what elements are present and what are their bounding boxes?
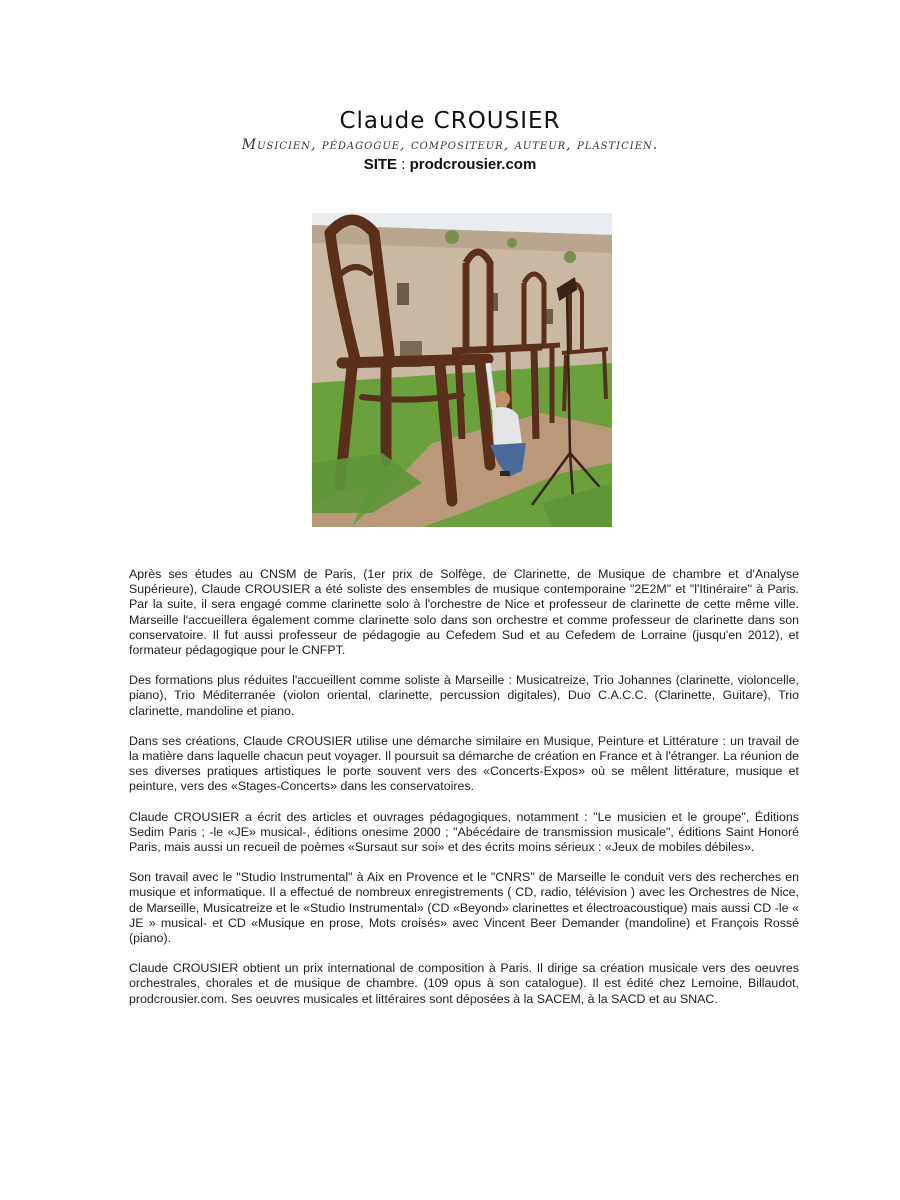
giant-chairs-photo [312, 213, 612, 527]
paragraph-2: Des formations plus réduites l'accueillent comme soliste à Marseille : Musicatreize, Trio Johannes (clarinette, violoncelle, piano), Trio Méditerranée (violon oriental, clarinette, percussion digitales), Duo C.A.C.C. (Clarinette, Guitare), Trio clarinette, mandoline et piano. [129, 673, 799, 718]
paragraph-4: Claude CROUSIER a écrit des articles et ouvrages pédagogiques, notamment : "Le musicien et le groupe", Éditions Sedim Paris ; -le «JE» musical-, éditions onesime 2000 ; "Abécédaire de transmission musicale", éditions Saint Honoré Paris, mais aussi un recueil de poèmes «Sursaut sur soi» et des écrits moins sérieux : «Jeux de mobiles débiles». [129, 809, 799, 855]
subtitle: Musicien, pédagogue, compositeur, auteur, plasticien. [241, 137, 659, 153]
paragraph-1: Après ses études au CNSM de Paris, (1er prix de Solfège, de Clarinette, de Musique de chambre et d'Analyse Supérieure), Claude CROUSIER a été soliste des ensembles de musique contemporaine "2E2M" et "l'Itinéraire" à Paris. Par la suite, il sera engagé comme clarinette solo à l'orchestre de Nice et professeur de clarinette de cette même ville. Marseille l'accueillera également comme clarinette solo dans son orchestre et comme professeur de clarinette dans son conservatoire. Il fut aussi professeur de pédagogie au Cefedem Sud et au Cefedem de Lorraine (jusqu'en 2012), et formateur pédagogique pour le CNFPT. [129, 567, 799, 658]
site-line [0, 156, 900, 173]
site-separator: : [401, 156, 406, 173]
site-label: SITE [363, 156, 398, 173]
paragraph-6: Claude CROUSIER obtient un prix international de composition à Paris. Il dirige sa création musicale vers des oeuvres orchestrales, chorales et de musique de chambre. (109 opus à son catalogue). Il est édité chez Lemoine, Billaudot, prodcrousier.com. Ses oeuvres musicales et littéraires sont déposées à la SACEM, à la SACD et au SNAC. [129, 961, 799, 1006]
page-title: Claude CROUSIER [339, 108, 561, 134]
paragraph-3: Dans ses créations, Claude CROUSIER utilise une démarche similaire en Musique, Peinture et Littérature : un travail de la matière dans laquelle chacun peut voyager. Il poursuit sa démarche de création en France et à l'étranger. La réunion de ses diverses pratiques artistiques le porte souvent vers des «Concerts-Expos» où se mêlent littérature, musique et peinture, vers des «Stages-Concerts» dans les conservatoires. [129, 733, 799, 794]
paragraph-5: Son travail avec le "Studio Instrumental" à Aix en Provence et le "CNRS" de Marseille le conduit vers des recherches en musique et informatique. Il a effectué de nombreux enregistrements ( CD, radio, télévision ) avec les Orchestres de Nice, de Marseille, Musicatreize et le «Studio Instrumental» (CD «Beyond» clarinettes et électroacoustique) mais aussi CD -le « JE » musical- et CD «Musique en prose, Mots croisés» avec Vincent Beer Demander (mandoline) et François Rossé (piano). [129, 870, 799, 946]
biography-text [129, 567, 799, 1022]
site-link[interactable]: prodcrousier.com [409, 156, 537, 173]
